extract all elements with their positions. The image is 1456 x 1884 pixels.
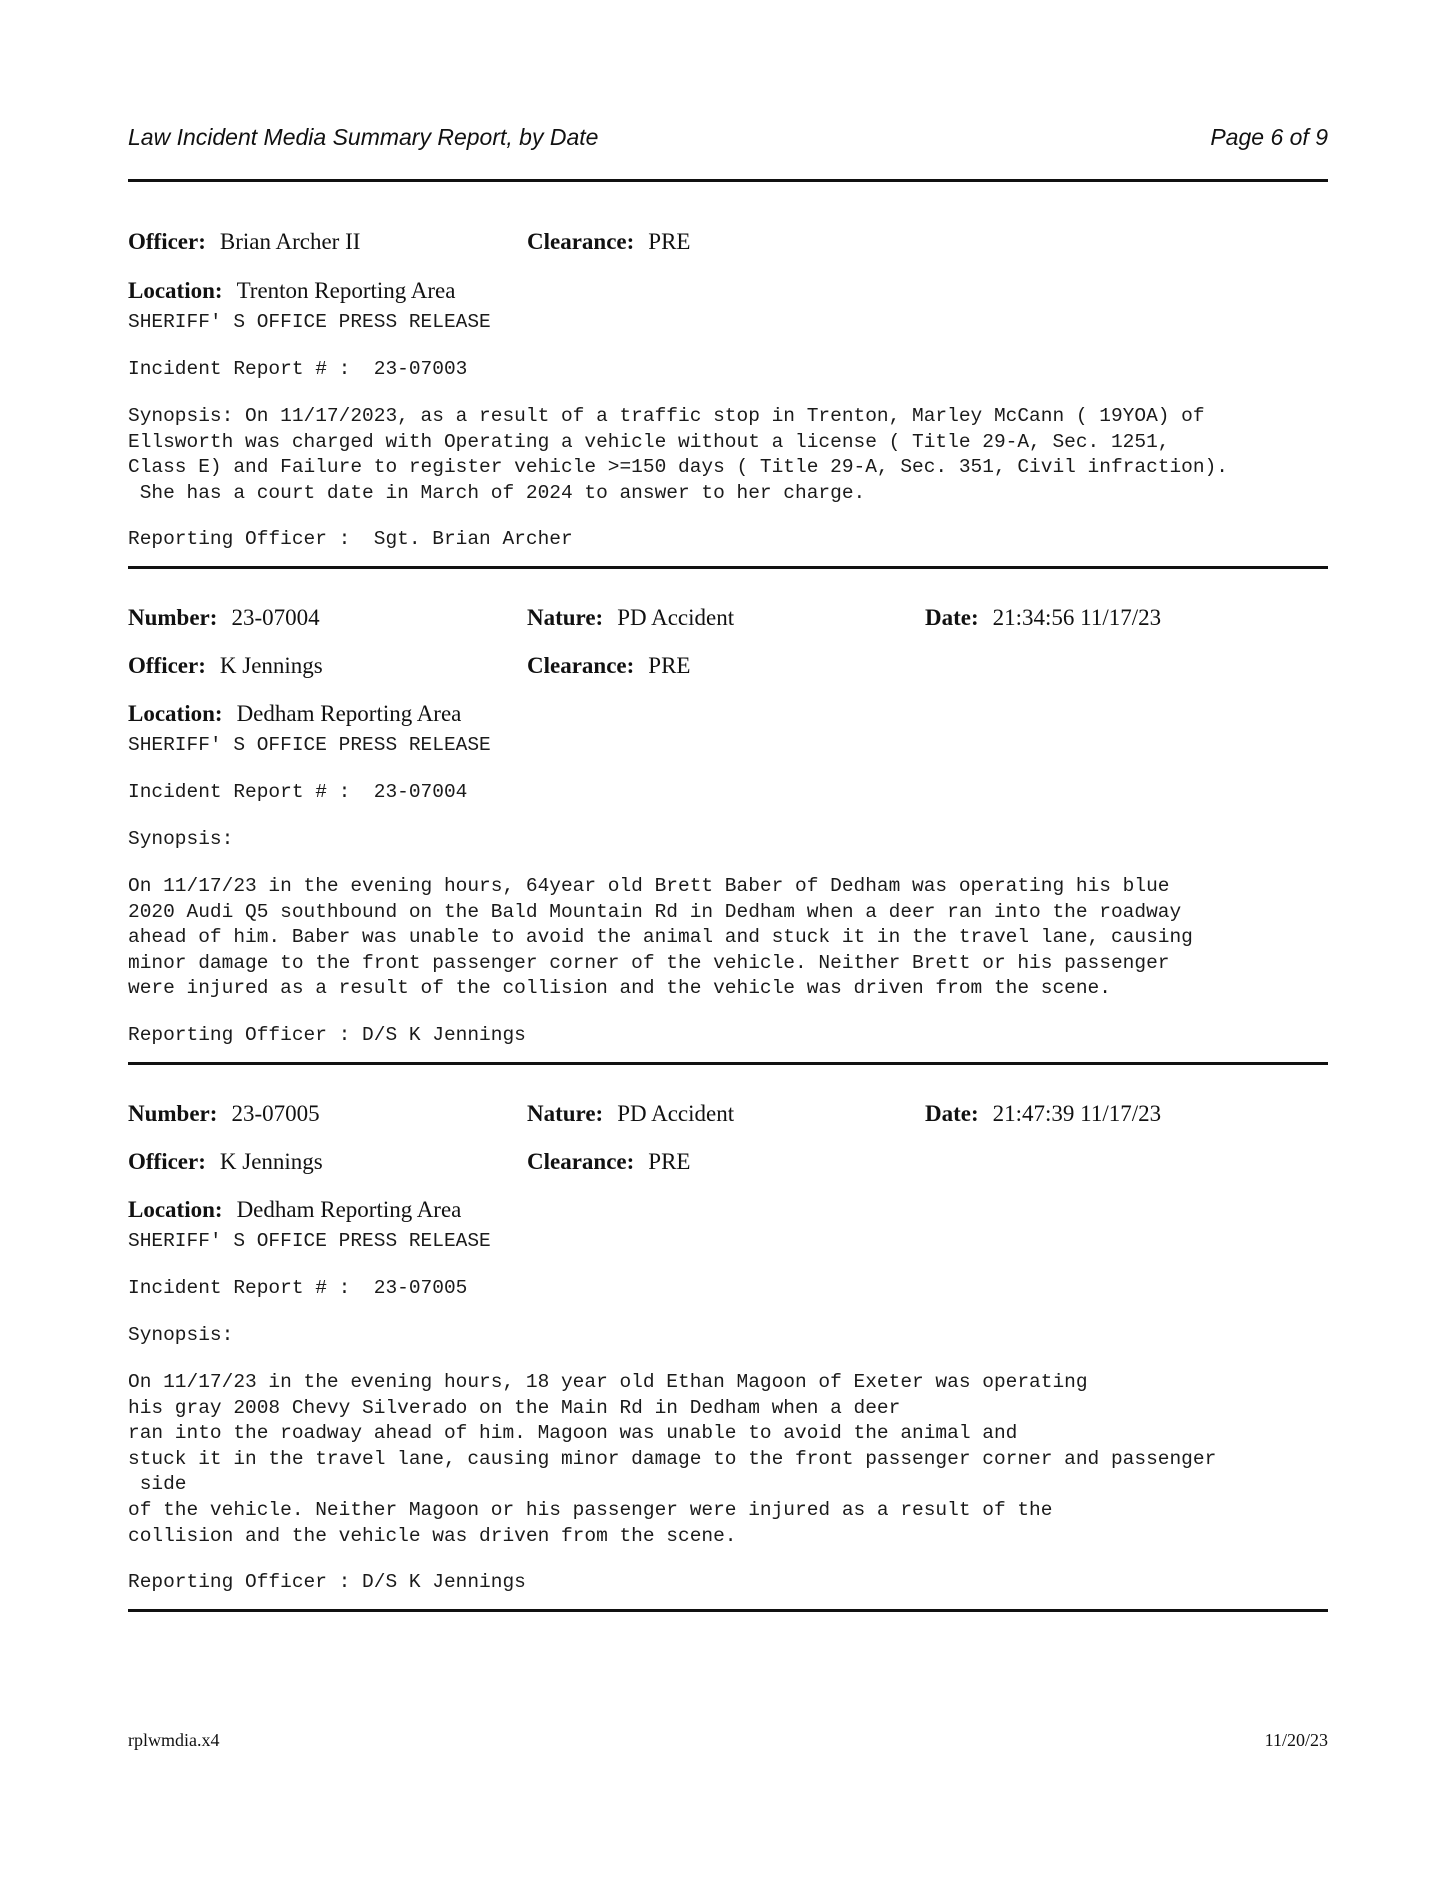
- incident-3-reporting-officer: Reporting Officer : D/S K Jennings: [128, 1571, 526, 1593]
- location-label: Location:: [128, 1197, 223, 1222]
- incident-divider: [128, 1062, 1328, 1065]
- footer-print-date: 11/20/23: [1264, 1730, 1328, 1750]
- incident-2-report-number: Incident Report # : 23-07004: [128, 781, 468, 803]
- incident-2-date: [925, 605, 1161, 631]
- clearance-value: PRE: [648, 653, 691, 678]
- date-value: 21:47:39 11/17/23: [992, 1101, 1162, 1126]
- nature-value: PD Accident: [617, 605, 735, 630]
- location-value: Dedham Reporting Area: [236, 701, 462, 726]
- incident-1-report-number: Incident Report # : 23-07003: [128, 358, 468, 380]
- officer-label: Officer:: [128, 229, 206, 254]
- nature-label: Nature:: [527, 605, 604, 630]
- incident-2-clearance: [527, 653, 690, 679]
- officer-label: Officer:: [128, 653, 206, 678]
- incident-1-reporting-officer: Reporting Officer : Sgt. Brian Archer: [128, 528, 573, 550]
- location-value: Trenton Reporting Area: [236, 278, 456, 303]
- incident-3-date: [925, 1101, 1161, 1127]
- incident-3-report-number: Incident Report # : 23-07005: [128, 1277, 468, 1299]
- incident-1-officer: [128, 229, 360, 255]
- incident-2-synopsis: On 11/17/23 in the evening hours, 64year old Brett Baber of Dedham was operating his blue 2020 Audi Q5 southbound on the Bald Mountain Rd in Dedham when a deer ran into the roadway ahead of him. Baber was unable to avoid the animal and stuck it in the travel lane, causing minor damage to the front passenger corner of the vehicle. Neither Brett or his passenger were injured as a result of the collision and the vehicle was driven from the scene.: [128, 875, 1193, 1000]
- number-value: 23-07005: [231, 1101, 320, 1126]
- incident-2-nature: [527, 605, 734, 631]
- officer-value: K Jennings: [219, 653, 323, 678]
- officer-value: K Jennings: [219, 1149, 323, 1174]
- incident-3-clearance: [527, 1149, 690, 1175]
- report-title: Law Incident Media Summary Report, by Date: [128, 124, 599, 150]
- incident-3-nature: [527, 1101, 734, 1127]
- report-page: [128, 0, 1328, 1884]
- incident-2-reporting-officer: Reporting Officer : D/S K Jennings: [128, 1024, 526, 1046]
- incident-2-officer: [128, 653, 323, 679]
- footer-report-code: rplwmdia.x4: [128, 1730, 220, 1750]
- number-label: Number:: [128, 605, 218, 630]
- nature-value: PD Accident: [617, 1101, 735, 1126]
- date-label: Date:: [925, 1101, 979, 1126]
- clearance-value: PRE: [648, 1149, 691, 1174]
- incident-3-synopsis: On 11/17/23 in the evening hours, 18 year old Ethan Magoon of Exeter was operating his gray 2008 Chevy Silverado on the Main Rd in Dedham when a deer ran into the roadway ahead of him. Magoon was unable to avoid the animal and stuck it in the travel lane, causing minor damage to the front passenger corner and passenger side of the vehicle. Neither Magoon or his passenger were injured as a result of the collision and the vehicle was driven from the scene.: [128, 1371, 1217, 1547]
- officer-label: Officer:: [128, 1149, 206, 1174]
- nature-label: Nature:: [527, 1101, 604, 1126]
- incident-divider: [128, 1609, 1328, 1612]
- clearance-value: PRE: [648, 229, 691, 254]
- incident-3-press-release: SHERIFF' S OFFICE PRESS RELEASE: [128, 1230, 491, 1252]
- date-value: 21:34:56 11/17/23: [992, 605, 1162, 630]
- incident-divider: [128, 566, 1328, 569]
- number-label: Number:: [128, 1101, 218, 1126]
- incident-1-clearance: [527, 229, 690, 255]
- clearance-label: Clearance:: [527, 1149, 635, 1174]
- location-label: Location:: [128, 701, 223, 726]
- incident-2-number: [128, 605, 320, 631]
- incident-1-location: [128, 278, 455, 304]
- clearance-label: Clearance:: [527, 229, 635, 254]
- officer-value: Brian Archer II: [219, 229, 361, 254]
- page-header: [128, 124, 1328, 158]
- location-label: Location:: [128, 278, 223, 303]
- incident-3-officer: [128, 1149, 323, 1175]
- incident-2-location: [128, 701, 461, 727]
- incident-1-synopsis: Synopsis: On 11/17/2023, as a result of a traffic stop in Trenton, Marley McCann ( 19YOA) of Ellsworth was charged with Operating a vehicle without a license ( Title 29-A, Sec. 1251, Class E) and Failure to register vehicle >=150 days ( Title 29-A, Sec. 351, Civil infraction). She has a court date in March of 2024 to answer to her charge.: [128, 405, 1228, 504]
- clearance-label: Clearance:: [527, 653, 635, 678]
- incident-3-synopsis-label: Synopsis:: [128, 1324, 234, 1346]
- incident-2-press-release: SHERIFF' S OFFICE PRESS RELEASE: [128, 734, 491, 756]
- date-label: Date:: [925, 605, 979, 630]
- incident-2-synopsis-label: Synopsis:: [128, 828, 234, 850]
- incident-3-number: [128, 1101, 320, 1127]
- number-value: 23-07004: [231, 605, 320, 630]
- incident-3-location: [128, 1197, 461, 1223]
- location-value: Dedham Reporting Area: [236, 1197, 462, 1222]
- page-number: Page 6 of 9: [1210, 124, 1328, 150]
- header-divider: [128, 179, 1328, 182]
- incident-1-press-release: SHERIFF' S OFFICE PRESS RELEASE: [128, 311, 491, 333]
